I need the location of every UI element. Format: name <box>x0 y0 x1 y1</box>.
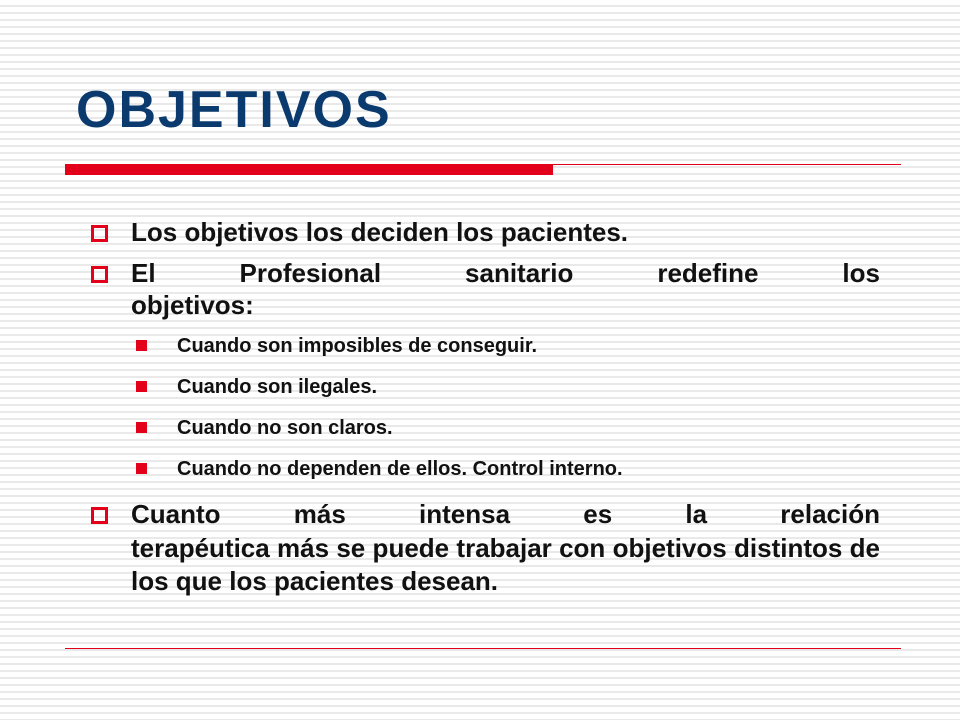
sub-list-item-text: Cuando no son claros. <box>177 417 393 439</box>
hollow-square-icon <box>91 507 108 524</box>
sub-list-item-text: Cuando son ilegales. <box>177 376 378 398</box>
slide-title: OBJETIVOS <box>76 81 392 139</box>
hollow-square-icon <box>91 225 108 242</box>
list-item-text-line: El Profesional sanitario redefine los <box>131 258 880 288</box>
footer-divider-line <box>65 648 901 649</box>
title-divider-line <box>553 164 901 165</box>
title-underline-bar <box>65 164 553 175</box>
list-item-text-line: Cuanto más intensa es la relación <box>131 499 880 529</box>
sub-list <box>88 334 880 481</box>
filled-square-icon <box>136 340 147 351</box>
sub-list-item-text: Cuando son imposibles de conseguir. <box>177 335 538 357</box>
filled-square-icon <box>136 422 147 433</box>
list-item-text-continuation: objetivos: <box>131 290 254 320</box>
sub-list-item <box>88 334 880 358</box>
filled-square-icon <box>136 463 147 474</box>
list-item-text-continuation: terapéutica más se puede trabajar con objetivos distintos de los que los pacientes desean. <box>131 532 880 596</box>
sub-list-item <box>88 416 880 440</box>
list-item <box>88 498 880 599</box>
filled-square-icon <box>136 381 147 392</box>
list-item-text: Los objetivos los deciden los pacientes. <box>131 217 629 247</box>
sub-list-item-text: Cuando no dependen de ellos. Control interno. <box>177 458 623 480</box>
list-item <box>88 257 880 321</box>
hollow-square-icon <box>91 266 108 283</box>
bullet-list <box>88 216 880 599</box>
list-item <box>88 216 880 248</box>
sub-list-item <box>88 375 880 399</box>
sub-list-item <box>88 457 880 481</box>
